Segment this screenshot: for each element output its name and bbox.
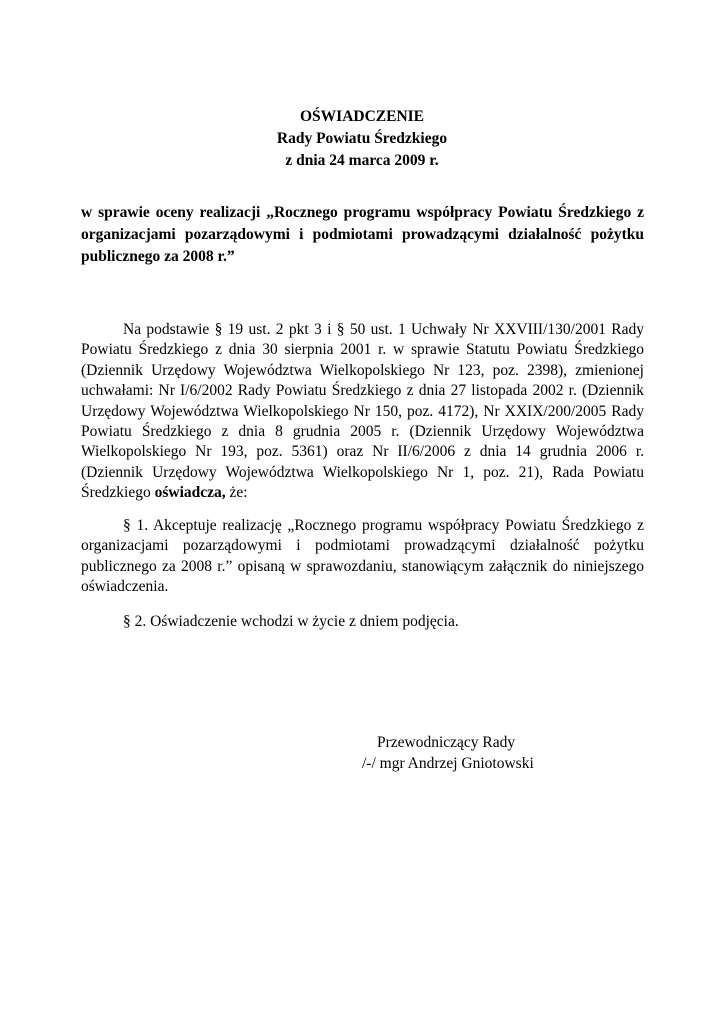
section-2: § 2. Oświadczenie wchodzi w życie z dniem podjęcia.	[123, 613, 459, 630]
document-header	[0, 106, 724, 172]
document-date: z dnia 24 marca 2009 r.	[285, 152, 439, 169]
signature-name: /-/ mgr Andrzej Gniotowski	[362, 755, 534, 772]
section-1: § 1. Akceptuje realizację „Rocznego programu współpracy Powiatu Średzkiego z organizacjami pozarządowymi i podmiotami prowadzącymi działalność pożytku publicznego za 2008 r.” opisaną w sprawozdaniu, stanowiącym załącznik do niniejszego oświadczenia.	[81, 517, 644, 596]
preamble-text: Na podstawie § 19 ust. 2 pkt 3 i § 50 ust. 1 Uchwały Nr XXVIII/130/2001 Rady Powiatu Średzkiego z dnia 30 sierpnia 2001 r. w sprawie Statutu Powiatu Średzkiego (Dziennik Urzędowy Województwa Wielkopolskiego Nr 123, poz. 2398), zmienionej uchwałami: Nr I/6/2002 Rady Powiatu Średzkiego z dnia 27 listopada 2002 r. (Dziennik Urzędowy Województwa Wielkopolskiego Nr 150, poz. 4172), Nr XXIX/200/2005 Rady Powiatu Średzkiego z dnia 8 grudnia 2005 r. (Dziennik Urzędowy Województwa Wielkopolskiego Nr 193, poz. 5361) oraz Nr II/6/2006 z dnia 14 grudnia 2006 r. (Dziennik Urzędowy Województwa Wielkopolskiego Nr 1, poz. 21), Rada Powiatu Średzkiego	[81, 321, 644, 502]
preamble-bold: oświadcza,	[154, 484, 226, 502]
document-subject: w sprawie oceny realizacji „Rocznego programu współpracy Powiatu Średzkiego z organizacjami pozarządowymi i podmiotami prowadzącymi działalność pożytku publicznego za 2008 r.”	[81, 204, 644, 265]
preamble-paragraph	[81, 320, 644, 504]
document-title: OŚWIADCZENIE	[299, 108, 425, 125]
signature-role: Przewodniczący Rady	[377, 734, 516, 751]
document-issuer: Rady Powiatu Średzkiego	[276, 130, 448, 147]
preamble-end: że:	[225, 484, 248, 502]
signature-block	[362, 732, 622, 774]
